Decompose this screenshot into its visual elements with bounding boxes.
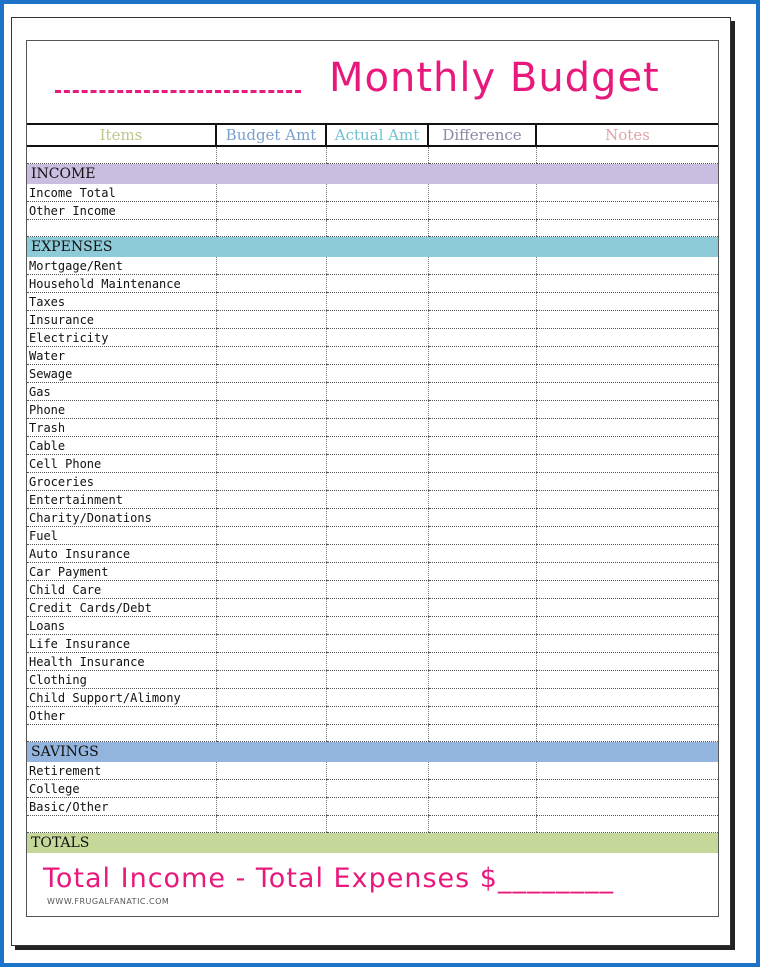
difference-cell[interactable] xyxy=(428,689,536,707)
empty-cell[interactable] xyxy=(428,146,536,164)
empty-cell[interactable] xyxy=(326,725,428,742)
difference-cell[interactable] xyxy=(428,419,536,437)
actual-amount-cell[interactable] xyxy=(326,329,428,347)
table-row xyxy=(27,455,718,473)
empty-cell[interactable] xyxy=(27,816,216,833)
table-row xyxy=(27,780,718,798)
budget-amount-cell[interactable] xyxy=(216,311,326,329)
section-label: INCOME xyxy=(27,164,718,185)
budget-amount-cell[interactable] xyxy=(216,184,326,202)
table-row xyxy=(27,437,718,455)
table-row xyxy=(27,545,718,563)
section-header-savings xyxy=(27,742,718,763)
budget-table xyxy=(27,123,718,853)
notes-cell[interactable] xyxy=(536,653,718,671)
actual-amount-cell[interactable] xyxy=(326,437,428,455)
budget-amount-cell[interactable] xyxy=(216,617,326,635)
difference-cell[interactable] xyxy=(428,707,536,725)
item-label: College xyxy=(27,780,216,798)
empty-cell[interactable] xyxy=(216,146,326,164)
empty-cell[interactable] xyxy=(27,220,216,237)
actual-amount-cell[interactable] xyxy=(326,365,428,383)
item-label: Car Payment xyxy=(27,563,216,581)
notes-cell[interactable] xyxy=(536,437,718,455)
table-row xyxy=(27,563,718,581)
table-row xyxy=(27,329,718,347)
item-label: Fuel xyxy=(27,527,216,545)
item-label: Other xyxy=(27,707,216,725)
item-label: Groceries xyxy=(27,473,216,491)
budget-amount-cell[interactable] xyxy=(216,653,326,671)
actual-amount-cell[interactable] xyxy=(326,527,428,545)
budget-amount-cell[interactable] xyxy=(216,581,326,599)
table-row xyxy=(27,617,718,635)
actual-amount-cell[interactable] xyxy=(326,617,428,635)
difference-cell[interactable] xyxy=(428,635,536,653)
section-header-expenses xyxy=(27,237,718,258)
budget-amount-cell[interactable] xyxy=(216,473,326,491)
difference-cell[interactable] xyxy=(428,617,536,635)
difference-cell[interactable] xyxy=(428,329,536,347)
item-label: Insurance xyxy=(27,311,216,329)
difference-cell[interactable] xyxy=(428,202,536,220)
item-label: Phone xyxy=(27,401,216,419)
item-label: Sewage xyxy=(27,365,216,383)
difference-cell[interactable] xyxy=(428,437,536,455)
actual-amount-cell[interactable] xyxy=(326,689,428,707)
notes-cell[interactable] xyxy=(536,347,718,365)
budget-amount-cell[interactable] xyxy=(216,707,326,725)
actual-amount-cell[interactable] xyxy=(326,509,428,527)
difference-cell[interactable] xyxy=(428,491,536,509)
budget-amount-cell[interactable] xyxy=(216,293,326,311)
actual-amount-cell[interactable] xyxy=(326,707,428,725)
difference-cell[interactable] xyxy=(428,599,536,617)
title-row xyxy=(27,41,718,121)
table-row xyxy=(27,689,718,707)
notes-cell[interactable] xyxy=(536,527,718,545)
empty-cell[interactable] xyxy=(536,725,718,742)
difference-cell[interactable] xyxy=(428,184,536,202)
section-header-totals xyxy=(27,833,718,854)
budget-amount-cell[interactable] xyxy=(216,275,326,293)
item-label: Life Insurance xyxy=(27,635,216,653)
difference-cell[interactable] xyxy=(428,653,536,671)
table-row xyxy=(27,365,718,383)
notes-cell[interactable] xyxy=(536,671,718,689)
difference-cell[interactable] xyxy=(428,401,536,419)
empty-cell[interactable] xyxy=(326,146,428,164)
budget-amount-cell[interactable] xyxy=(216,437,326,455)
table-row xyxy=(27,184,718,202)
notes-cell[interactable] xyxy=(536,401,718,419)
item-label: Income Total xyxy=(27,184,216,202)
item-label: Taxes xyxy=(27,293,216,311)
section-header-income xyxy=(27,164,718,185)
item-label: Household Maintenance xyxy=(27,275,216,293)
budget-sheet xyxy=(26,40,719,917)
actual-amount-cell[interactable] xyxy=(326,202,428,220)
difference-cell[interactable] xyxy=(428,798,536,816)
item-label: Child Care xyxy=(27,581,216,599)
spacer-row xyxy=(27,725,718,742)
difference-cell[interactable] xyxy=(428,383,536,401)
actual-amount-cell[interactable] xyxy=(326,563,428,581)
table-row xyxy=(27,473,718,491)
difference-cell[interactable] xyxy=(428,563,536,581)
table-row xyxy=(27,383,718,401)
budget-amount-cell[interactable] xyxy=(216,563,326,581)
item-label: Other Income xyxy=(27,202,216,220)
empty-cell[interactable] xyxy=(536,146,718,164)
item-label: Water xyxy=(27,347,216,365)
budget-amount-cell[interactable] xyxy=(216,689,326,707)
notes-cell[interactable] xyxy=(536,365,718,383)
actual-amount-cell[interactable] xyxy=(326,419,428,437)
difference-cell[interactable] xyxy=(428,275,536,293)
table-row xyxy=(27,671,718,689)
budget-amount-cell[interactable] xyxy=(216,329,326,347)
difference-cell[interactable] xyxy=(428,347,536,365)
actual-amount-cell[interactable] xyxy=(326,762,428,780)
actual-amount-cell[interactable] xyxy=(326,383,428,401)
spacer-row xyxy=(27,220,718,237)
budget-amount-cell[interactable] xyxy=(216,635,326,653)
actual-amount-cell[interactable] xyxy=(326,275,428,293)
item-label: Health Insurance xyxy=(27,653,216,671)
difference-cell[interactable] xyxy=(428,293,536,311)
budget-amount-cell[interactable] xyxy=(216,491,326,509)
difference-cell[interactable] xyxy=(428,455,536,473)
table-row xyxy=(27,635,718,653)
col-header-notes: Notes xyxy=(536,124,718,146)
budget-amount-cell[interactable] xyxy=(216,383,326,401)
item-label: Mortgage/Rent xyxy=(27,257,216,275)
actual-amount-cell[interactable] xyxy=(326,653,428,671)
empty-cell[interactable] xyxy=(326,220,428,237)
budget-amount-cell[interactable] xyxy=(216,347,326,365)
table-row xyxy=(27,347,718,365)
table-row xyxy=(27,527,718,545)
table-row xyxy=(27,311,718,329)
empty-cell[interactable] xyxy=(536,220,718,237)
difference-cell[interactable] xyxy=(428,473,536,491)
notes-cell[interactable] xyxy=(536,202,718,220)
actual-amount-cell[interactable] xyxy=(326,581,428,599)
budget-amount-cell[interactable] xyxy=(216,401,326,419)
item-label: Charity/Donations xyxy=(27,509,216,527)
empty-cell[interactable] xyxy=(216,220,326,237)
actual-amount-cell[interactable] xyxy=(326,401,428,419)
actual-amount-cell[interactable] xyxy=(326,671,428,689)
notes-cell[interactable] xyxy=(536,419,718,437)
actual-amount-cell[interactable] xyxy=(326,311,428,329)
item-label: Trash xyxy=(27,419,216,437)
table-row xyxy=(27,509,718,527)
budget-amount-cell[interactable] xyxy=(216,202,326,220)
difference-cell[interactable] xyxy=(428,780,536,798)
col-header-items: Items xyxy=(27,124,216,146)
notes-cell[interactable] xyxy=(536,581,718,599)
item-label: Credit Cards/Debt xyxy=(27,599,216,617)
table-row xyxy=(27,401,718,419)
notes-cell[interactable] xyxy=(536,617,718,635)
site-credit: WWW.FRUGALFANATIC.COM xyxy=(47,897,170,906)
notes-cell[interactable] xyxy=(536,563,718,581)
actual-amount-cell[interactable] xyxy=(326,347,428,365)
empty-cell[interactable] xyxy=(428,725,536,742)
item-label: Cell Phone xyxy=(27,455,216,473)
item-label: Cable xyxy=(27,437,216,455)
notes-cell[interactable] xyxy=(536,509,718,527)
table-row xyxy=(27,293,718,311)
notes-cell[interactable] xyxy=(536,311,718,329)
empty-cell[interactable] xyxy=(216,816,326,833)
table-row xyxy=(27,653,718,671)
actual-amount-cell[interactable] xyxy=(326,473,428,491)
budget-amount-cell[interactable] xyxy=(216,509,326,527)
title-name-blank xyxy=(55,90,301,93)
budget-amount-cell[interactable] xyxy=(216,455,326,473)
empty-cell[interactable] xyxy=(27,725,216,742)
section-label: SAVINGS xyxy=(27,742,718,763)
budget-amount-cell[interactable] xyxy=(216,671,326,689)
item-label: Basic/Other xyxy=(27,798,216,816)
section-label: TOTALS xyxy=(27,833,718,854)
budget-amount-cell[interactable] xyxy=(216,762,326,780)
item-label: Electricity xyxy=(27,329,216,347)
table-header xyxy=(27,124,718,146)
empty-cell[interactable] xyxy=(428,816,536,833)
table-row xyxy=(27,707,718,725)
item-label: Child Support/Alimony xyxy=(27,689,216,707)
actual-amount-cell[interactable] xyxy=(326,545,428,563)
item-label: Entertainment xyxy=(27,491,216,509)
notes-cell[interactable] xyxy=(536,707,718,725)
notes-cell[interactable] xyxy=(536,184,718,202)
notes-cell[interactable] xyxy=(536,599,718,617)
notes-cell[interactable] xyxy=(536,473,718,491)
budget-amount-cell[interactable] xyxy=(216,545,326,563)
difference-cell[interactable] xyxy=(428,311,536,329)
notes-cell[interactable] xyxy=(536,455,718,473)
totals-formula: Total Income - Total Expenses $________ xyxy=(43,863,614,894)
col-header-actual: Actual Amt xyxy=(326,124,428,146)
budget-amount-cell[interactable] xyxy=(216,798,326,816)
difference-cell[interactable] xyxy=(428,527,536,545)
notes-cell[interactable] xyxy=(536,762,718,780)
empty-cell[interactable] xyxy=(536,816,718,833)
actual-amount-cell[interactable] xyxy=(326,491,428,509)
item-label: Gas xyxy=(27,383,216,401)
budget-amount-cell[interactable] xyxy=(216,780,326,798)
budget-amount-cell[interactable] xyxy=(216,365,326,383)
notes-cell[interactable] xyxy=(536,275,718,293)
item-label: Retirement xyxy=(27,762,216,780)
notes-cell[interactable] xyxy=(536,257,718,275)
budget-amount-cell[interactable] xyxy=(216,599,326,617)
difference-cell[interactable] xyxy=(428,257,536,275)
actual-amount-cell[interactable] xyxy=(326,184,428,202)
empty-cell[interactable] xyxy=(27,146,216,164)
item-label: Auto Insurance xyxy=(27,545,216,563)
section-label: EXPENSES xyxy=(27,237,718,258)
actual-amount-cell[interactable] xyxy=(326,798,428,816)
notes-cell[interactable] xyxy=(536,689,718,707)
table-row xyxy=(27,275,718,293)
notes-cell[interactable] xyxy=(536,293,718,311)
difference-cell[interactable] xyxy=(428,671,536,689)
table-row xyxy=(27,798,718,816)
actual-amount-cell[interactable] xyxy=(326,257,428,275)
empty-cell[interactable] xyxy=(428,220,536,237)
item-label: Loans xyxy=(27,617,216,635)
difference-cell[interactable] xyxy=(428,365,536,383)
actual-amount-cell[interactable] xyxy=(326,780,428,798)
notes-cell[interactable] xyxy=(536,635,718,653)
table-row xyxy=(27,257,718,275)
col-header-difference: Difference xyxy=(428,124,536,146)
notes-cell[interactable] xyxy=(536,491,718,509)
col-header-budget: Budget Amt xyxy=(216,124,326,146)
notes-cell[interactable] xyxy=(536,383,718,401)
actual-amount-cell[interactable] xyxy=(326,635,428,653)
table-row xyxy=(27,419,718,437)
table-row xyxy=(27,599,718,617)
budget-amount-cell[interactable] xyxy=(216,419,326,437)
difference-cell[interactable] xyxy=(428,581,536,599)
notes-cell[interactable] xyxy=(536,329,718,347)
budget-amount-cell[interactable] xyxy=(216,527,326,545)
empty-cell[interactable] xyxy=(216,725,326,742)
item-label: Clothing xyxy=(27,671,216,689)
table-row xyxy=(27,762,718,780)
empty-cell[interactable] xyxy=(326,816,428,833)
notes-cell[interactable] xyxy=(536,780,718,798)
difference-cell[interactable] xyxy=(428,545,536,563)
table-row xyxy=(27,581,718,599)
page-title: Monthly Budget xyxy=(329,55,660,101)
notes-cell[interactable] xyxy=(536,545,718,563)
actual-amount-cell[interactable] xyxy=(326,455,428,473)
table-row xyxy=(27,491,718,509)
budget-amount-cell[interactable] xyxy=(216,257,326,275)
difference-cell[interactable] xyxy=(428,762,536,780)
difference-cell[interactable] xyxy=(428,509,536,527)
spacer-row xyxy=(27,816,718,833)
notes-cell[interactable] xyxy=(536,798,718,816)
table-row xyxy=(27,202,718,220)
actual-amount-cell[interactable] xyxy=(326,293,428,311)
actual-amount-cell[interactable] xyxy=(326,599,428,617)
spacer-row xyxy=(27,146,718,164)
